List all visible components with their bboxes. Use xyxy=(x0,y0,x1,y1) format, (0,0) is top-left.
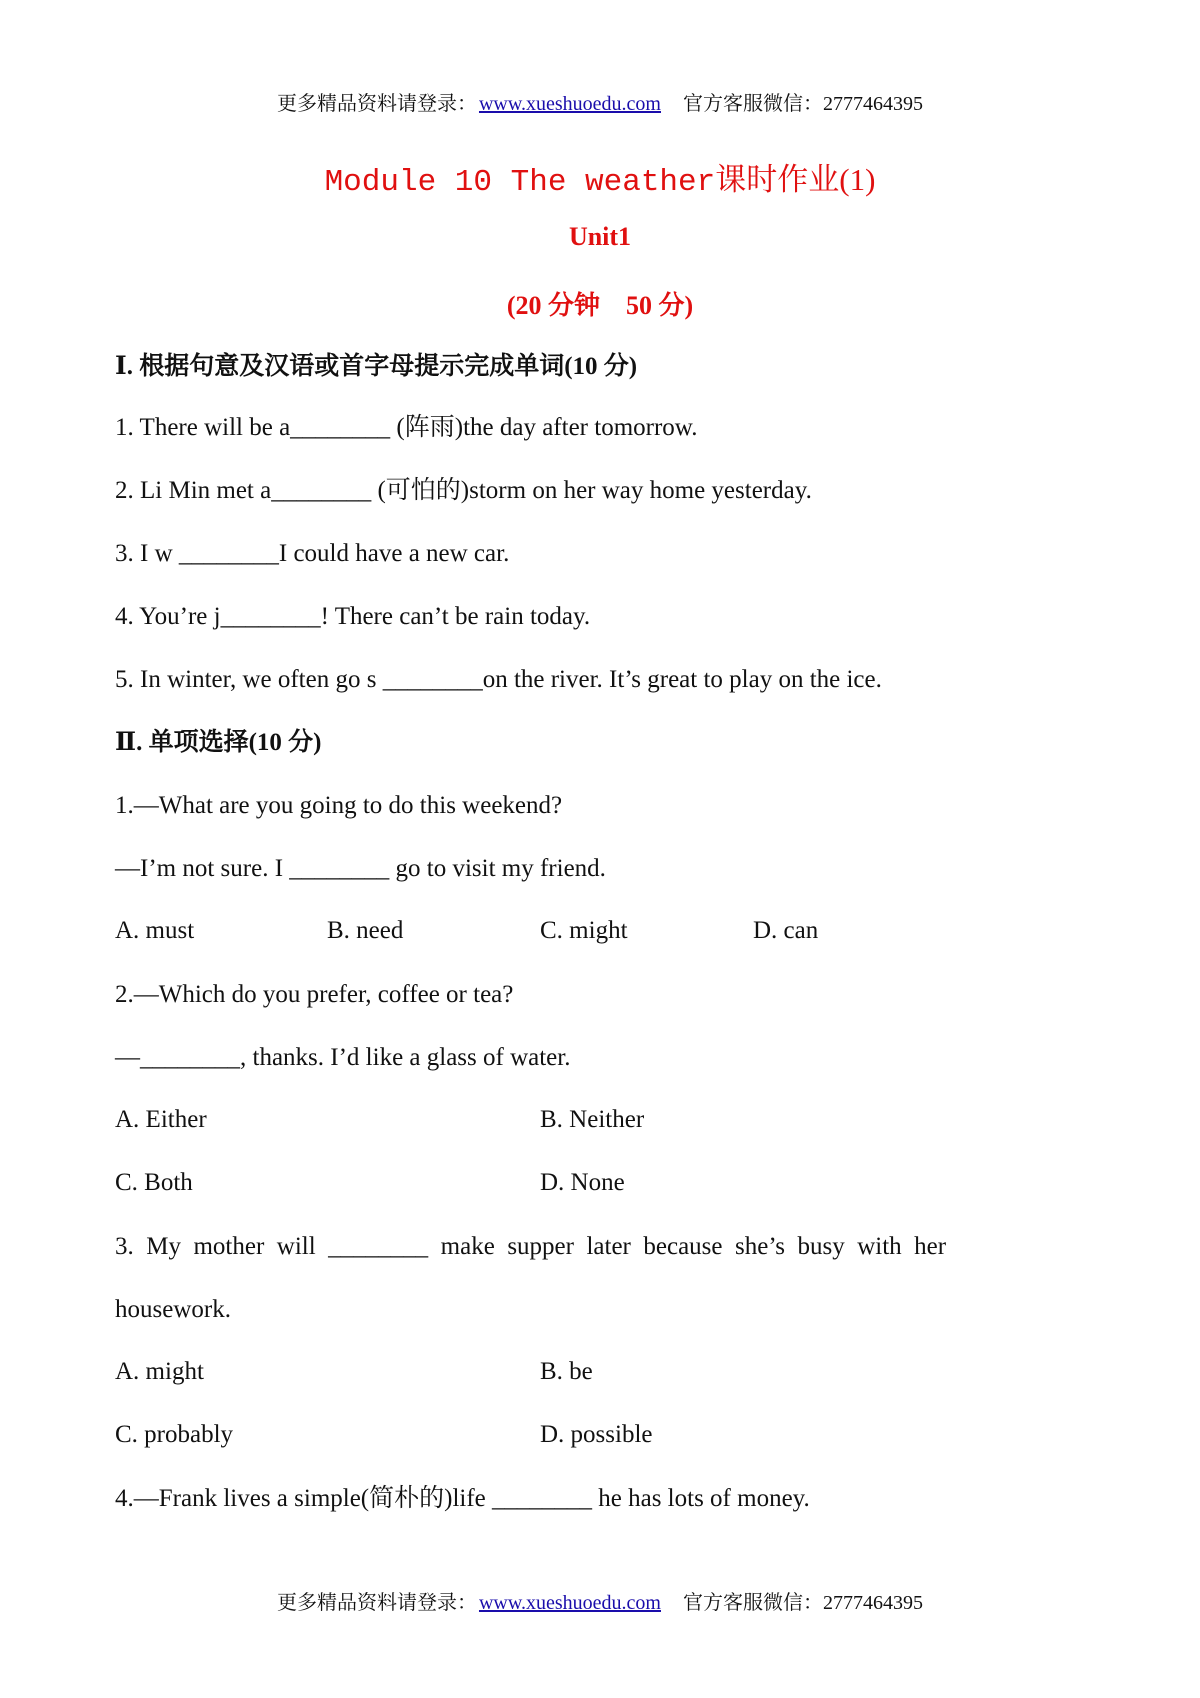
s1-item-5: 5. In winter, we often go s ________on the river. It’s great to play on the ice. xyxy=(115,666,882,693)
s1-item-2: 2. Li Min met a________ (可怕的)storm on her way home yesterday. xyxy=(115,477,812,504)
q2-option-d: D. None xyxy=(540,1169,625,1196)
header-link[interactable]: www.xueshuoedu.com xyxy=(478,93,661,115)
q2-option-a: A. Either xyxy=(115,1106,207,1133)
q2-line1: 2.—Which do you prefer, coffee or tea? xyxy=(115,981,514,1008)
title-module: Module 10 The weather xyxy=(324,165,716,200)
section2-heading: Ⅱ. 单项选择(10 分) xyxy=(115,729,322,756)
header-service: 官方客服微信：2777464395 xyxy=(683,93,923,115)
q3-line1: 3. My mother will ________ make supper later because she’s busy with her xyxy=(115,1233,947,1260)
page-title xyxy=(0,154,1200,200)
section1-heading: Ⅰ. 根据句意及汉语或首字母提示完成单词(10 分) xyxy=(115,353,638,380)
q1-line1: 1.—What are you going to do this weekend? xyxy=(115,792,563,819)
q2-option-b: B. Neither xyxy=(540,1106,645,1133)
s1-item-3: 3. I w ________I could have a new car. xyxy=(115,540,510,567)
q1-option-a: A. must xyxy=(115,917,195,944)
header-prefix: 更多精品资料请登录： xyxy=(276,93,477,115)
s1-item-1: 1. There will be a________ (阵雨)the day after tomorrow. xyxy=(115,414,698,441)
q4-line1: 4.—Frank lives a simple(简朴的)life ________ he has lots of money. xyxy=(115,1485,810,1512)
q3-option-b: B. be xyxy=(540,1358,593,1385)
unit-label: Unit1 xyxy=(568,222,632,251)
q2-line2: —________, thanks. I’d like a glass of water. xyxy=(115,1044,571,1071)
title-cn: 课时作业(1) xyxy=(715,162,876,197)
q3-option-c: C. probably xyxy=(115,1421,234,1448)
q3-option-d: D. possible xyxy=(540,1421,653,1448)
s1-item-4: 4. You’re j________! There can’t be rain today. xyxy=(115,603,591,630)
footer-prefix: 更多精品资料请登录： xyxy=(276,1592,477,1614)
q1-line2: —I’m not sure. I ________ go to visit my friend. xyxy=(115,855,606,882)
q1-option-d: D. can xyxy=(753,917,819,944)
time-score: (20 分钟 50 分) xyxy=(506,291,694,320)
page-header xyxy=(0,87,1200,116)
q3-line2: housework. xyxy=(115,1296,231,1323)
q1-option-b: B. need xyxy=(327,917,404,944)
footer-service: 官方客服微信：2777464395 xyxy=(683,1592,923,1614)
q2-option-c: C. Both xyxy=(115,1169,193,1196)
q1-option-c: C. might xyxy=(540,917,628,944)
footer-link[interactable]: www.xueshuoedu.com xyxy=(478,1592,661,1614)
q3-option-a: A. might xyxy=(115,1358,204,1385)
page-footer xyxy=(0,1586,1200,1615)
